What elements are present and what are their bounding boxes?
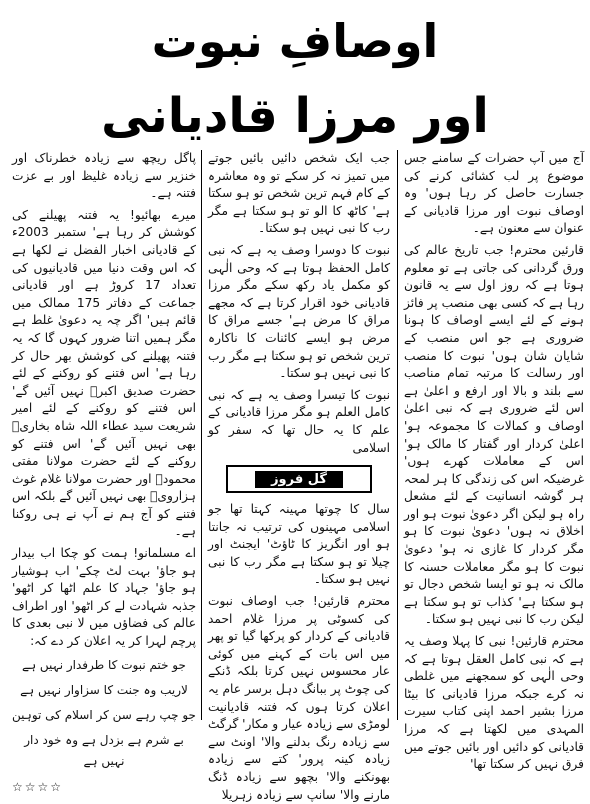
column-middle [208, 150, 390, 802]
author-byline: گل فروز [255, 471, 343, 488]
paragraph: پاگل ریچھ سے زیادہ خطرناک اور خنزیر سے زیادہ غلیظ اور بے عزت فتنہ ہے۔ [12, 151, 196, 201]
column-right [404, 150, 584, 772]
page-subtitle: اور مرزا قادیانی [101, 88, 489, 144]
paragraph: محترم قارئین! نبی کا پہلا وصف یہ ہے کہ نبی کامل العقل ہوتا ہے کہ وحی الٰہی کو سمجھنے میں غلطی نہ کرے جبکہ مرزا قادیانی کا بیٹا مرزا بشیر احمد اپنی کتاب سیرت المہدی میں لکھتا ہے کہ مرزا قادیانی کو دائیں اور بائیں جوتے میں فرق نہیں کر سکتا تھا' [404, 634, 584, 772]
paragraph: میرے بھائیو! یہ فتنہ پھیلنے کی کوشش کر رہا ہے' ستمبر 2003ء کے قادیانی اخبار الفضل نے لکھا ہے کہ اس وقت دنیا میں قادیانیوں کی تعداد 17 کروڑ ہے اور قادیانی جماعت کے دفاتر 175 ممالک میں قائم ہیں' اگر چہ یہ دعویٰ غلط ہے مگر ہمیں اتنا ضرور کہوں گا کہ یہ فتنہ پھیلنے کی کوشش بھر حال کر رہا ہے' اس فتنے کو روکنے کے لئے حضرت صدیق اکبرؓ نہیں آئیں گے' اس فتنے کو روکنے کے لئے امیر شریعت سید عطاء اللہ شاہ بخاریؒ بھی نہیں آئیں گے' اس فتنے کو روکنے کے لئے حضرت مولانا مفتی محمودؒ اور حضرت مولانا غلام غوث ہزارویؒ بھی نہیں آئیں گے بلکہ اس فتنے کو آج ہم نے آپ نے ہی روکنا ہے۔ [11, 207, 197, 539]
author-byline-box [226, 465, 372, 493]
paragraph: اے مسلمانو! ہمت کو چکا اب بیدار ہو جاؤ' بہت لٹ چکے' اب ہوشیار ہو جاؤ' جہاد کا علم اٹھا کر اٹھو' جذبہ شہادت لے کر اٹھو' اور اطراف عالم کی فضاؤں میں لا نبی بعدی کا پرچم لہرا کر یہ اعلان کر دے کہ: [12, 546, 196, 649]
poem-line: لاریب وہ جنت کا سزاوار نہیں ہے [20, 682, 188, 697]
paragraph: سال کا چوتھا مہینہ کہتا تھا جو اسلامی مہینوں کی ترتیب نہ جانتا ہو اور انگریز کا ٹاؤٹ' ایجنٹ اور چیلا تو ہو سکتا ہے مگر رب کا نبی نہیں ہو سکتا۔ [208, 502, 390, 587]
paragraph: نبوت کا تیسرا وصف یہ ہے کہ نبی کامل العلم ہو مگر مرزا قادیانی کے علم کا یہ حال تھا کہ سفر کو اسلامی [208, 387, 390, 455]
paragraph: محترم قارئین! جب اوصاف نبوت کی کسوٹی پر مرزا غلام احمد قادیانی کے کردار کو پرکھا گیا تو پھر میں اس بات کے کہنے میں کوئی عار محسوس نہیں کرتا بلکہ ڈنکے کی چوٹ پر ببانگ دہل برسر عام یہ اعلان کرتا ہوں کہ فتنہ قادیانیت لومڑی سے زیادہ عیار و مکار' گرگٹ سے زیادہ رنگ بدلنے والا' اونٹ سے زیادہ کینہ پرور' کتے سے زیادہ بھونکنے والا' بچھو سے زیادہ ڈنگ مارنے والا' سانپ سے زیادہ زہریلا [208, 594, 390, 802]
paragraph: جب ایک شخص دائیں بائیں جوتے میں تمیز نہ کر سکے تو وہ معاشرہ کے کام فہم ترین شخص تو ہو سکتا ہے' کاٹھ کا الو تو ہو سکتا ہے مگر رب کا نبی نہیں ہو سکتا۔ [208, 151, 390, 236]
poem [12, 655, 196, 772]
paragraph: نبوت کا دوسرا وصف یہ ہے کہ نبی کامل الحفظ ہوتا ہے کہ وحی الٰہی کو مکمل یاد رکھ سکے مگر مرزا قادیانی خود اقرار کرتا ہے کہ مجھے مراق کا مرض ہے' جسے مراق کا مرض ہو ایسے کائنات کا ناکارہ ترین شخص تو ہو سکتا ہے مگر رب کا نبی نہیں ہو سکتا۔ [208, 242, 390, 381]
star-ornament: ☆☆☆☆ [12, 779, 64, 794]
poem-line: جو چپ رہے سن کر اسلام کی توہین [12, 707, 196, 722]
paragraph: آج میں آپ حضرات کے سامنے جس موضوع پر لب کشائی کرنے کی جسارت حاصل کر رہا ہوں' وہ اوصاف نبوت اور مرزا قادیانی کے عنوان سے معنون ہے۔ [404, 151, 584, 236]
column-divider [201, 150, 202, 720]
column-divider [397, 150, 398, 720]
page-title: اوصافِ نبوت [151, 14, 439, 68]
column-left [11, 150, 197, 794]
paragraph: قارئین محترم! جب تاریخ عالم کی ورق گردانی کی جاتی ہے تو معلوم ہوتا ہے کہ روز اول سے یہ قانون رہا ہے کہ کسی بھی منصب پر فائز ہونے کے لئے ایسے اوصاف کا ہونا ضروری ہے جو اس منصب کے شایان شان ہوں' نبوت کا منصب اور رسالت کا مرتبہ تمام مناصب سے بلند و بالا اور ارفع و اعلیٰ ہے اس لئے ضروری ہے کہ نبی اعلیٰ اوصاف و کمالات کا مجموعہ ہو' اعلیٰ کردار اور گفتار کا مالک ہو' اس کے معاملات کھرے ہوں' غرضیکہ اس کی زندگی کا ہر لمحہ ہر گوشہ انسانیت کے لئے مشعل راہ ہو لیکن اگر دعویٰ نبوت ہو اور اخلاق نہ ہوں' دعویٰ نبوت کا ہو مگر کردار کا غازی نہ ہو' دعویٰ نبوت کا ہو مگر معاملات حسنہ کا مالک نہ ہو تو ایسا شخص دجال تو ہو سکتا ہے' کذاب تو ہو سکتا ہے لیکن رب کا نبی نہیں ہو سکتا۔ [404, 242, 584, 627]
poem-line: بے شرم ہے بزدل ہے وہ خود دار نہیں ہے [24, 732, 184, 768]
poem-line: جو ختم نبوت کا طرفدار نہیں ہے [22, 657, 186, 672]
